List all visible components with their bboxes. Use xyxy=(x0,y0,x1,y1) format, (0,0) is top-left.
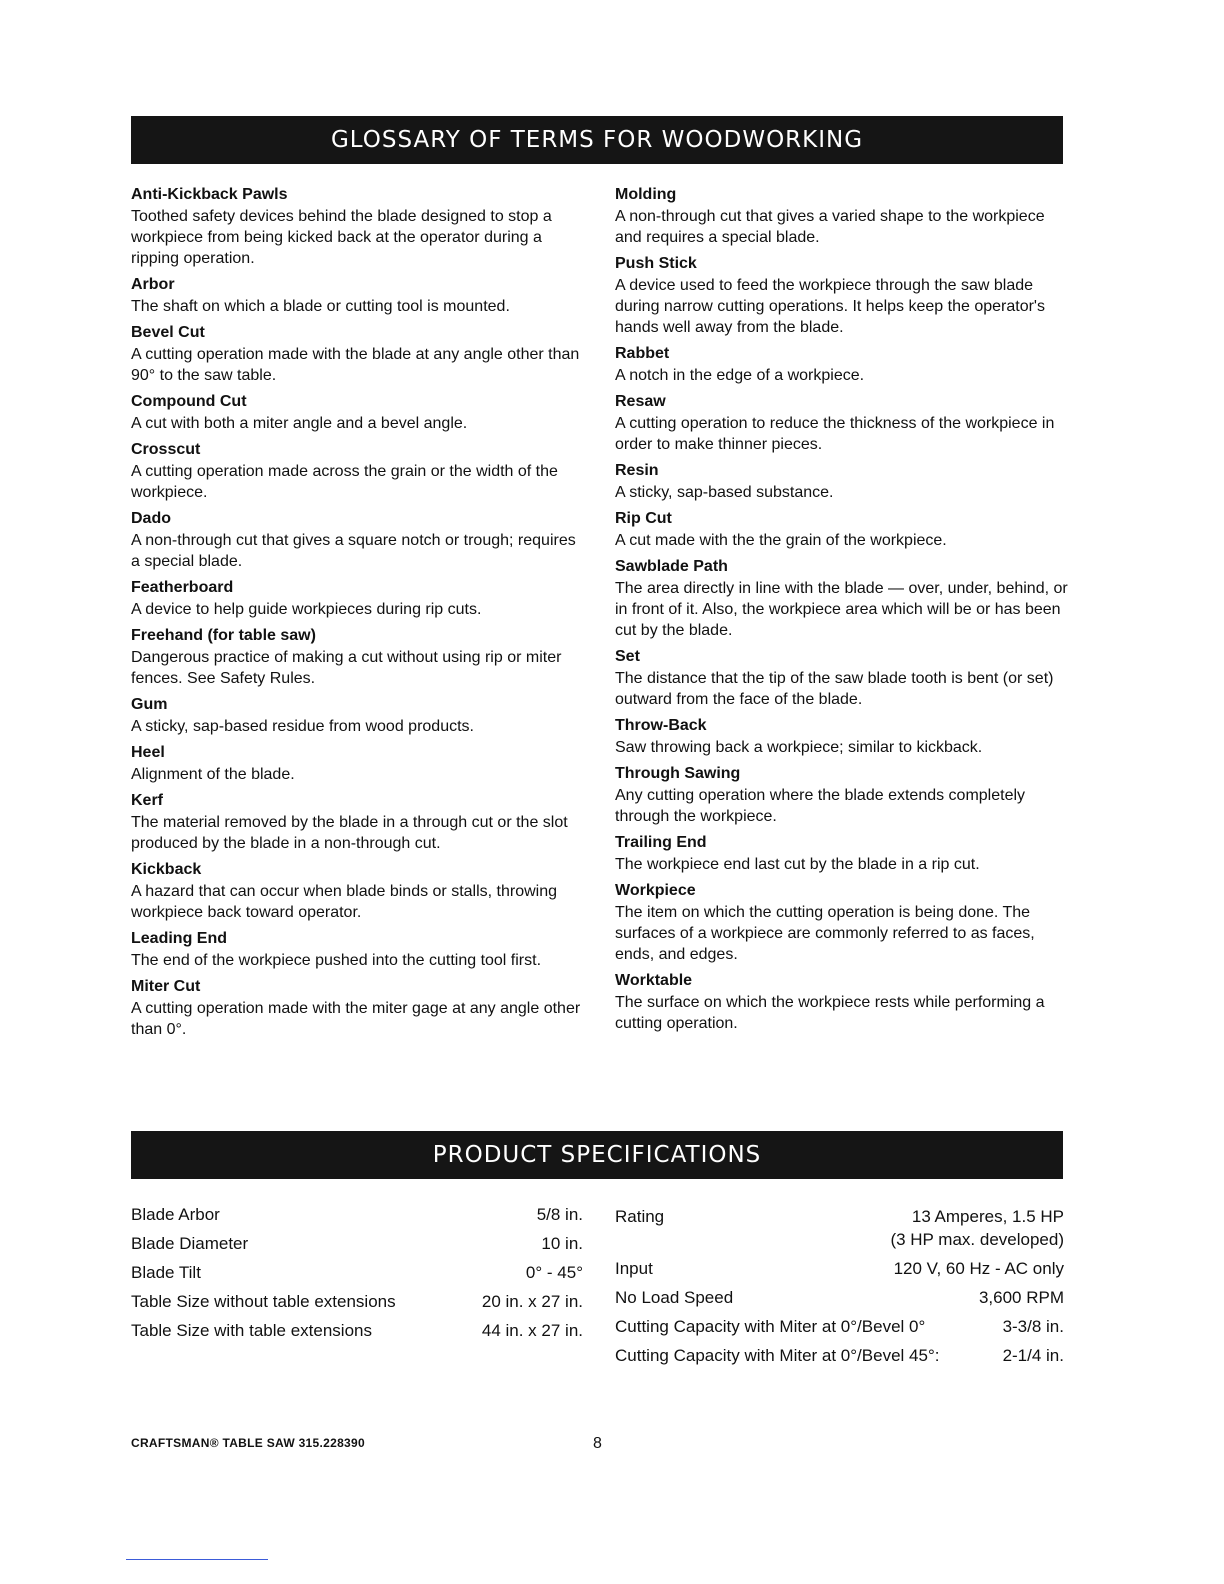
spec-value-line: 2-1/4 in. xyxy=(1002,1346,1064,1365)
glossary-term: Heel xyxy=(131,744,165,761)
glossary-entry xyxy=(131,577,586,620)
glossary-term: Anti-Kickback Pawls xyxy=(131,186,288,203)
page-number: 8 xyxy=(593,1435,602,1452)
glossary-definition: A device to help guide workpieces during rip cuts. xyxy=(131,601,482,618)
glossary-term: Sawblade Path xyxy=(615,558,728,575)
glossary-definition: The material removed by the blade in a through cut or the slot produced by the blade in a non-through cut. xyxy=(131,814,568,852)
spec-label: Cutting Capacity with Miter at 0°/Bevel 0° xyxy=(615,1317,926,1336)
glossary-term: Throw-Back xyxy=(615,717,707,734)
glossary-definition: The end of the workpiece pushed into the cutting tool first. xyxy=(131,952,542,969)
glossary-definition: A non-through cut that gives a square notch or trough; requires a special blade. xyxy=(131,532,576,570)
spec-value-line: 13 Amperes, 1.5 HP xyxy=(911,1207,1064,1226)
spec-value-line: 0° - 45° xyxy=(525,1263,583,1282)
spec-value-line: 10 in. xyxy=(541,1234,583,1253)
spec-value xyxy=(537,1200,583,1229)
spec-label: Blade Diameter xyxy=(131,1234,249,1253)
glossary-entry xyxy=(131,694,586,737)
glossary-definition: A cutting operation made across the grain or the width of the workpiece. xyxy=(131,463,558,501)
glossary-entry xyxy=(615,832,1070,875)
spec-value xyxy=(482,1316,583,1345)
spec-row xyxy=(131,1316,583,1345)
glossary-entry xyxy=(615,508,1070,551)
glossary-term: Resaw xyxy=(615,393,666,410)
glossary-entry xyxy=(131,439,586,503)
glossary-definition: A cutting operation to reduce the thickness of the workpiece in order to make thinner pieces. xyxy=(615,415,1055,453)
spec-value xyxy=(541,1229,583,1258)
spec-value-line: 120 V, 60 Hz - AC only xyxy=(893,1259,1064,1278)
spec-value-line: 20 in. x 27 in. xyxy=(481,1292,583,1311)
glossary-definition: A hazard that can occur when blade binds or stalls, throwing workpiece back toward operator. xyxy=(131,883,558,921)
spec-value xyxy=(890,1205,1064,1251)
specifications-header: PRODUCT SPECIFICATIONS xyxy=(131,1131,1063,1179)
glossary-term: Rip Cut xyxy=(615,510,672,527)
glossary-definition: The area directly in line with the blade — over, under, behind, or in front of it. Also, the workpiece area which will be or has been cut by the blade. xyxy=(615,580,1068,639)
spec-label: No Load Speed xyxy=(615,1288,734,1307)
spec-row xyxy=(615,1312,1064,1341)
glossary-term: Freehand (for table saw) xyxy=(131,627,316,644)
spec-row xyxy=(131,1258,583,1287)
spec-value-line: 3-3/8 in. xyxy=(1002,1317,1064,1336)
spec-value-line: 5/8 in. xyxy=(536,1205,583,1224)
glossary-entry xyxy=(615,880,1070,965)
glossary-term: Worktable xyxy=(615,972,693,989)
spec-row xyxy=(131,1229,583,1258)
glossary-term: Set xyxy=(615,648,640,665)
glossary-definition: A cut made with the the grain of the workpiece. xyxy=(615,532,947,549)
glossary-definition: Saw throwing back a workpiece; similar to kickback. xyxy=(615,739,983,756)
glossary-term: Crosscut xyxy=(131,441,201,458)
glossary-definition: A device used to feed the workpiece through the saw blade during narrow cutting operations. It helps keep the operator's hands well away from the blade. xyxy=(615,277,1045,336)
glossary-definition: The workpiece end last cut by the blade in a rip cut. xyxy=(615,856,980,873)
glossary-definition: Toothed safety devices behind the blade designed to stop a workpiece from being kicked back at the operator during a ripping operation. xyxy=(131,208,552,267)
glossary-entry xyxy=(131,274,586,317)
spec-label: Cutting Capacity with Miter at 0°/Bevel 45°: xyxy=(615,1346,940,1365)
glossary-term: Miter Cut xyxy=(131,978,201,995)
glossary-term: Molding xyxy=(615,186,677,203)
spec-value xyxy=(1003,1312,1064,1341)
glossary-entry xyxy=(131,976,586,1040)
glossary-term: Compound Cut xyxy=(131,393,247,410)
glossary-term: Through Sawing xyxy=(615,765,741,782)
spec-label: Blade Tilt xyxy=(131,1263,201,1282)
spec-label: Rating xyxy=(615,1207,665,1226)
glossary-term: Kickback xyxy=(131,861,202,878)
glossary-entry xyxy=(615,715,1070,758)
glossary-entry xyxy=(615,184,1070,248)
spec-row xyxy=(131,1287,583,1316)
glossary-definition: A sticky, sap-based substance. xyxy=(615,484,834,501)
glossary-header: GLOSSARY OF TERMS FOR WOODWORKING xyxy=(131,116,1063,164)
glossary-definition: A cutting operation made with the miter gage at any angle other than 0°. xyxy=(131,1000,581,1038)
spec-row xyxy=(615,1254,1064,1283)
glossary-column-right xyxy=(615,184,1070,1039)
glossary-entry xyxy=(131,742,586,785)
spec-value xyxy=(482,1287,583,1316)
spec-value xyxy=(1003,1341,1064,1370)
glossary-definition: The item on which the cutting operation is being done. The surfaces of a workpiece are commonly referred to as faces, ends, and edges. xyxy=(615,904,1035,963)
glossary-entry xyxy=(131,508,586,572)
glossary-definition: Any cutting operation where the blade extends completely through the workpiece. xyxy=(615,787,1026,825)
glossary-term: Trailing End xyxy=(615,834,707,851)
spec-label: Table Size without table extensions xyxy=(131,1292,396,1311)
spec-value xyxy=(894,1254,1064,1283)
glossary-entry xyxy=(131,322,586,386)
glossary-entry xyxy=(131,928,586,971)
glossary-term: Bevel Cut xyxy=(131,324,205,341)
spec-value xyxy=(979,1283,1064,1312)
glossary-entry xyxy=(131,184,586,269)
glossary-term: Dado xyxy=(131,510,171,527)
glossary-term: Rabbet xyxy=(615,345,670,362)
glossary-term: Gum xyxy=(131,696,168,713)
spec-label: Blade Arbor xyxy=(131,1205,220,1224)
glossary-entry xyxy=(131,790,586,854)
glossary-definition: The surface on which the workpiece rests while performing a cutting operation. xyxy=(615,994,1045,1032)
glossary-term: Arbor xyxy=(131,276,175,293)
glossary-definition: Dangerous practice of making a cut without using rip or miter fences. See Safety Rules. xyxy=(131,649,562,687)
glossary-entry xyxy=(131,625,586,689)
spec-label: Input xyxy=(615,1259,653,1278)
glossary-entry xyxy=(131,859,586,923)
spec-row xyxy=(615,1200,1064,1254)
divider xyxy=(126,1559,268,1560)
glossary-definition: Alignment of the blade. xyxy=(131,766,295,783)
glossary-definition: A cutting operation made with the blade at any angle other than 90° to the saw table. xyxy=(131,346,580,384)
spec-value xyxy=(526,1258,583,1287)
glossary-entry xyxy=(615,460,1070,503)
spec-label: Table Size with table extensions xyxy=(131,1321,372,1340)
footer-model: CRAFTSMAN® TABLE SAW 315.228390 xyxy=(131,1436,365,1450)
spec-row xyxy=(131,1200,583,1229)
spec-value-line: (3 HP max. developed) xyxy=(890,1230,1064,1249)
glossary-entry xyxy=(131,391,586,434)
glossary-definition: The shaft on which a blade or cutting tool is mounted. xyxy=(131,298,510,315)
glossary-definition: A cut with both a miter angle and a bevel angle. xyxy=(131,415,468,432)
glossary-term: Resin xyxy=(615,462,659,479)
glossary-definition: The distance that the tip of the saw blade tooth is bent (or set) outward from the face of the blade. xyxy=(615,670,1054,708)
specs-column-left xyxy=(131,1200,583,1345)
spec-row xyxy=(615,1283,1064,1312)
specs-column-right xyxy=(615,1200,1064,1370)
glossary-term: Kerf xyxy=(131,792,164,809)
glossary-term: Push Stick xyxy=(615,255,697,272)
glossary-term: Workpiece xyxy=(615,882,696,899)
glossary-entry xyxy=(615,646,1070,710)
glossary-entry xyxy=(615,391,1070,455)
spec-row xyxy=(615,1341,1064,1370)
glossary-entry xyxy=(615,253,1070,338)
spec-value-line: 3,600 RPM xyxy=(978,1288,1064,1307)
glossary-entry xyxy=(615,343,1070,386)
glossary-definition: A sticky, sap-based residue from wood products. xyxy=(131,718,474,735)
glossary-entry xyxy=(615,763,1070,827)
glossary-definition: A non-through cut that gives a varied shape to the workpiece and requires a special blade. xyxy=(615,208,1045,246)
spec-value-line: 44 in. x 27 in. xyxy=(481,1321,583,1340)
glossary-term: Featherboard xyxy=(131,579,234,596)
glossary-definition: A notch in the edge of a workpiece. xyxy=(615,367,865,384)
glossary-term: Leading End xyxy=(131,930,227,947)
glossary-entry xyxy=(615,970,1070,1034)
glossary-entry xyxy=(615,556,1070,641)
glossary-column-left xyxy=(131,184,586,1045)
